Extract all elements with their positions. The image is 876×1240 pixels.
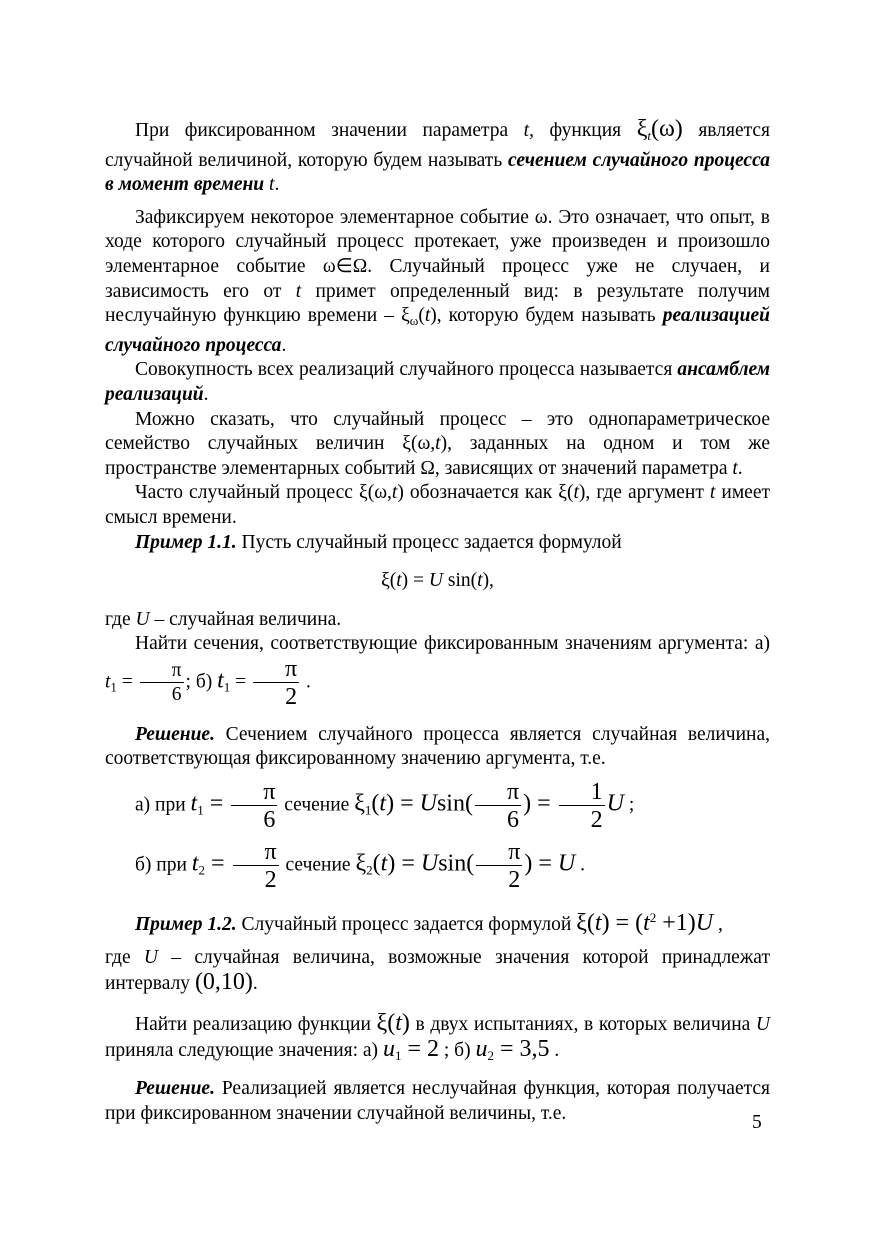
paragraph-family: Можно сказать, что случайный процесс – это однопараметрическое семейство случайных величин ξ(ω,t), заданных на одном и том же пространстве элементарных событий Ω, зависящих от значений параметра t. — [105, 408, 771, 479]
example-1-1-task: Найти сечения, соответствующие фиксированным значениям аргумента: а) $t_1$ = $\frac{\pi}{6}$ ; б) $t_1$ = $\frac{\pi}{2}$ . — [105, 633, 770, 710]
fraction-1-2: $\frac{1}{2}$ — [559, 780, 605, 832]
solution-1-1-label: Решение. — [135, 723, 215, 745]
term-ensemble: ансамблем реализаций — [105, 359, 770, 405]
paragraph-section-definition: При фиксированном значении параметра t, функция $\xi_t(\omega)$ является случайной величиной, которую будем называть сечением случайного процесса в момент времени t. — [105, 116, 770, 196]
fraction-pi-6: $\frac{\pi}{6}$ — [140, 661, 184, 704]
example-1-2-task: Найти реализацию функции ξ(t) в двух испытаниях, в которых величина U приняла следующие значения: а) $u_1 = 2$ ; б) $u_2 = 3,5$ . — [105, 1009, 770, 1064]
solution-1-1-case-a: а) при $t_1$ = $\frac{\pi}{6}$ сечение $\xi_1(t) = Usin$( $\frac{\pi}{6}$ ) = $\frac{1}{2}$ U ; — [135, 779, 635, 834]
solution-1-2-label: Решение. — [135, 1078, 215, 1100]
document-body — [105, 117, 770, 1126]
solution-1-2: Решение. Реализацией является неслучайная функция, которая получается при фиксированном значении случайной величины, т.е. — [105, 1078, 770, 1124]
solution-1-1: Решение. Сечением случайного процесса является случайная величина, соответствующая фиксированному значению аргумента, т.е. — [105, 723, 770, 770]
page-number: 5 — [752, 1112, 762, 1133]
example-1-2-where: где U – случайная величина, возможные значения которой принадлежат интервалу (0,10). — [105, 946, 770, 996]
example-1-1-where: где U – случайная величина. — [105, 608, 342, 630]
paragraph-realization-definition: Зафиксируем некоторое элементарное событие ω. Это означает, что опыт, в ходе которого случайный процесс протекает, уже произведен и произошло элементарное событие ω∈Ω. Случайный процесс уже не случаен, и зависимость его от t примет определенный вид: в результате получим неслучайную функцию времени – $\xi_\omega(t)$, которую будем называть реализацией случайного процесса. — [105, 206, 770, 356]
example-1-1-statement: Пример 1.1. Пусть случайный процесс задается формулой — [135, 531, 622, 553]
example-1-2-statement: Пример 1.2. Случайный процесс задается формулой $\xi(t) = (t^2 +1)U$ , — [135, 910, 723, 937]
fraction-pi-2-arg: $\frac{\pi}{2}$ — [476, 840, 522, 892]
fraction-pi-6-large: $\frac{\pi}{6}$ — [231, 780, 277, 832]
solution-1-1-case-b: б) при $t_2$ = $\frac{\pi}{2}$ сечение $\xi_2(t) = Usin$( $\frac{\pi}{2}$ ) = U . — [135, 839, 585, 894]
term-realization: реализацией случайного процесса — [105, 305, 770, 356]
paragraph-notation: Часто случайный процесс ξ(ω,t) обозначается как ξ(t), где аргумент t имеет смысл времени. — [105, 482, 770, 528]
paragraph-ensemble-definition: Совокупность всех реализаций случайного процесса называется ансамблем реализаций. — [105, 359, 770, 405]
example-1-1-formula: ξ(t) = U sin(t), — [381, 570, 494, 592]
fraction-pi-2-large: $\frac{\pi}{2}$ — [233, 840, 279, 892]
example-1-2-label: Пример 1.2. — [135, 914, 237, 936]
fraction-pi-2: $\frac{\pi}{2}$ — [253, 657, 299, 709]
term-section: сечением случайного процесса в момент времени — [105, 149, 770, 196]
example-1-1-label: Пример 1.1. — [135, 531, 237, 553]
fraction-pi-6-arg: $\frac{\pi}{6}$ — [475, 780, 521, 832]
